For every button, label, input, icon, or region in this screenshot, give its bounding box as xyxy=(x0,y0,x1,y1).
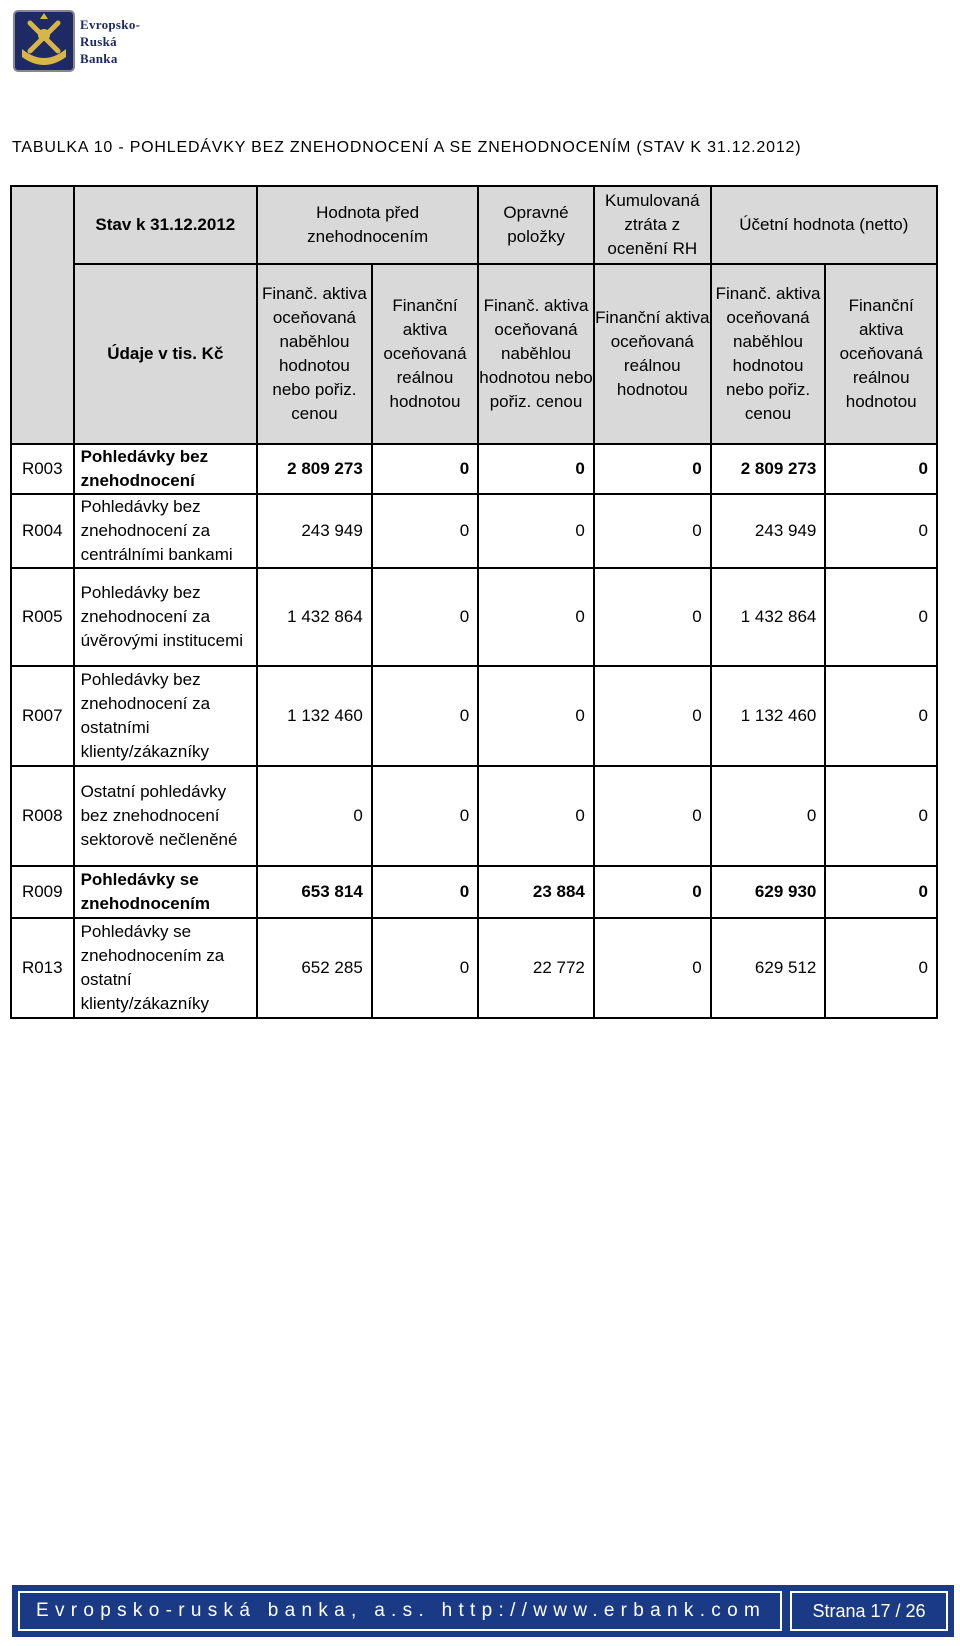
row-label: Pohledávky bez znehodnocení za ostatními klienty/zákazníky xyxy=(74,666,258,766)
bank-name-line-1: Evropsko- xyxy=(80,16,141,32)
value-cell: 0 xyxy=(372,666,478,766)
value-cell: 0 xyxy=(478,444,594,494)
bank-name-line-3: Banka xyxy=(80,50,118,66)
value-cell: 243 949 xyxy=(257,494,372,568)
value-cell: 0 xyxy=(594,666,711,766)
group-header-allowances: Opravné položky xyxy=(478,186,594,264)
row-code: R005 xyxy=(11,568,74,666)
row-label: Pohledávky bez znehodnocení za centrálními bankami xyxy=(74,494,258,568)
row-code: R013 xyxy=(11,918,74,1018)
table-heading: TABULKA 10 - POHLEDÁVKY BEZ ZNEHODNOCENÍ A SE ZNEHODNOCENÍM (STAV K 31.12.2012) xyxy=(12,139,802,156)
value-cell: 0 xyxy=(372,568,478,666)
bank-name xyxy=(80,16,140,67)
value-cell: 0 xyxy=(594,918,711,1018)
value-cell: 1 432 864 xyxy=(257,568,372,666)
value-cell: 0 xyxy=(594,568,711,666)
subheader-amortized-gross: Finanč. aktiva oceňovaná naběhlou hodnotou nebo pořiz. cenou xyxy=(257,264,372,444)
subheader-fair-value-loss: Finanční aktiva oceňovaná reálnou hodnotou xyxy=(594,264,711,444)
group-header-gross: Hodnota před znehodnocením xyxy=(257,186,478,264)
value-cell: 0 xyxy=(825,444,937,494)
row-label: Pohledávky bez znehodnocení xyxy=(74,444,258,494)
value-cell: 629 930 xyxy=(711,866,826,918)
table-row xyxy=(11,918,937,1018)
row-code: R009 xyxy=(11,866,74,918)
page-number-label: Strana 17 / 26 xyxy=(812,1600,926,1621)
value-cell: 652 285 xyxy=(257,918,372,1018)
receivables-table xyxy=(10,185,938,1019)
value-cell: 0 xyxy=(372,444,478,494)
bank-logo xyxy=(12,8,152,74)
bank-emblem-icon xyxy=(12,9,76,73)
value-cell: 0 xyxy=(478,766,594,866)
row-code: R004 xyxy=(11,494,74,568)
value-cell: 0 xyxy=(478,494,594,568)
table-row xyxy=(11,666,937,766)
value-cell: 2 809 273 xyxy=(711,444,826,494)
subheader-amortized-net: Finanč. aktiva oceňovaná naběhlou hodnotou nebo pořiz. cenou xyxy=(711,264,826,444)
row-code: R003 xyxy=(11,444,74,494)
table-row xyxy=(11,766,937,866)
value-cell: 0 xyxy=(372,918,478,1018)
value-cell: 653 814 xyxy=(257,866,372,918)
row-code: R007 xyxy=(11,666,74,766)
value-cell: 0 xyxy=(594,494,711,568)
footer-page-number xyxy=(790,1591,948,1631)
value-cell: 243 949 xyxy=(711,494,826,568)
subheader-amortized-allowances: Finanč. aktiva oceňovaná naběhlou hodnotou nebo pořiz. cenou xyxy=(478,264,594,444)
table-row xyxy=(11,444,937,494)
value-cell: 0 xyxy=(711,766,826,866)
row-code: R008 xyxy=(11,766,74,866)
group-header-net: Účetní hodnota (netto) xyxy=(711,186,937,264)
stav-header: Stav k 31.12.2012 xyxy=(74,186,258,264)
group-header-fv-loss: Kumulovaná ztráta z ocenění RH xyxy=(594,186,711,264)
value-cell: 0 xyxy=(825,494,937,568)
value-cell: 22 772 xyxy=(478,918,594,1018)
value-cell: 0 xyxy=(478,568,594,666)
value-cell: 0 xyxy=(825,918,937,1018)
value-cell: 0 xyxy=(825,766,937,866)
footer-bank-info xyxy=(18,1591,782,1631)
value-cell: 0 xyxy=(372,494,478,568)
value-cell: 1 132 460 xyxy=(257,666,372,766)
bank-name-line-2: Ruská xyxy=(80,33,117,49)
table-row xyxy=(11,866,937,918)
value-cell: 0 xyxy=(478,666,594,766)
value-cell: 0 xyxy=(825,568,937,666)
value-cell: 629 512 xyxy=(711,918,826,1018)
row-label: Pohledávky se znehodnocením za ostatní klienty/zákazníky xyxy=(74,918,258,1018)
value-cell: 0 xyxy=(825,866,937,918)
subheader-fair-value-gross: Finanční aktiva oceňovaná reálnou hodnotou xyxy=(372,264,478,444)
value-cell: 0 xyxy=(825,666,937,766)
footer-bank-url: Evropsko-ruská banka, a.s. http://www.erbank.com xyxy=(36,1600,767,1621)
row-label: Ostatní pohledávky bez znehodnocení sektorově nečleněné xyxy=(74,766,258,866)
table-row xyxy=(11,494,937,568)
row-label: Pohledávky bez znehodnocení za úvěrovými institucemi xyxy=(74,568,258,666)
value-cell: 1 132 460 xyxy=(711,666,826,766)
page-footer xyxy=(12,1585,954,1637)
value-cell: 0 xyxy=(257,766,372,866)
value-cell: 0 xyxy=(372,766,478,866)
units-header: Údaje v tis. Kč xyxy=(74,264,258,444)
value-cell: 0 xyxy=(594,444,711,494)
value-cell: 2 809 273 xyxy=(257,444,372,494)
value-cell: 0 xyxy=(594,766,711,866)
row-label: Pohledávky se znehodnocením xyxy=(74,866,258,918)
code-column-header xyxy=(11,186,74,444)
value-cell: 23 884 xyxy=(478,866,594,918)
value-cell: 0 xyxy=(372,866,478,918)
subheader-fair-value-net: Finanční aktiva oceňovaná reálnou hodnotou xyxy=(825,264,937,444)
value-cell: 0 xyxy=(594,866,711,918)
table-row xyxy=(11,568,937,666)
value-cell: 1 432 864 xyxy=(711,568,826,666)
